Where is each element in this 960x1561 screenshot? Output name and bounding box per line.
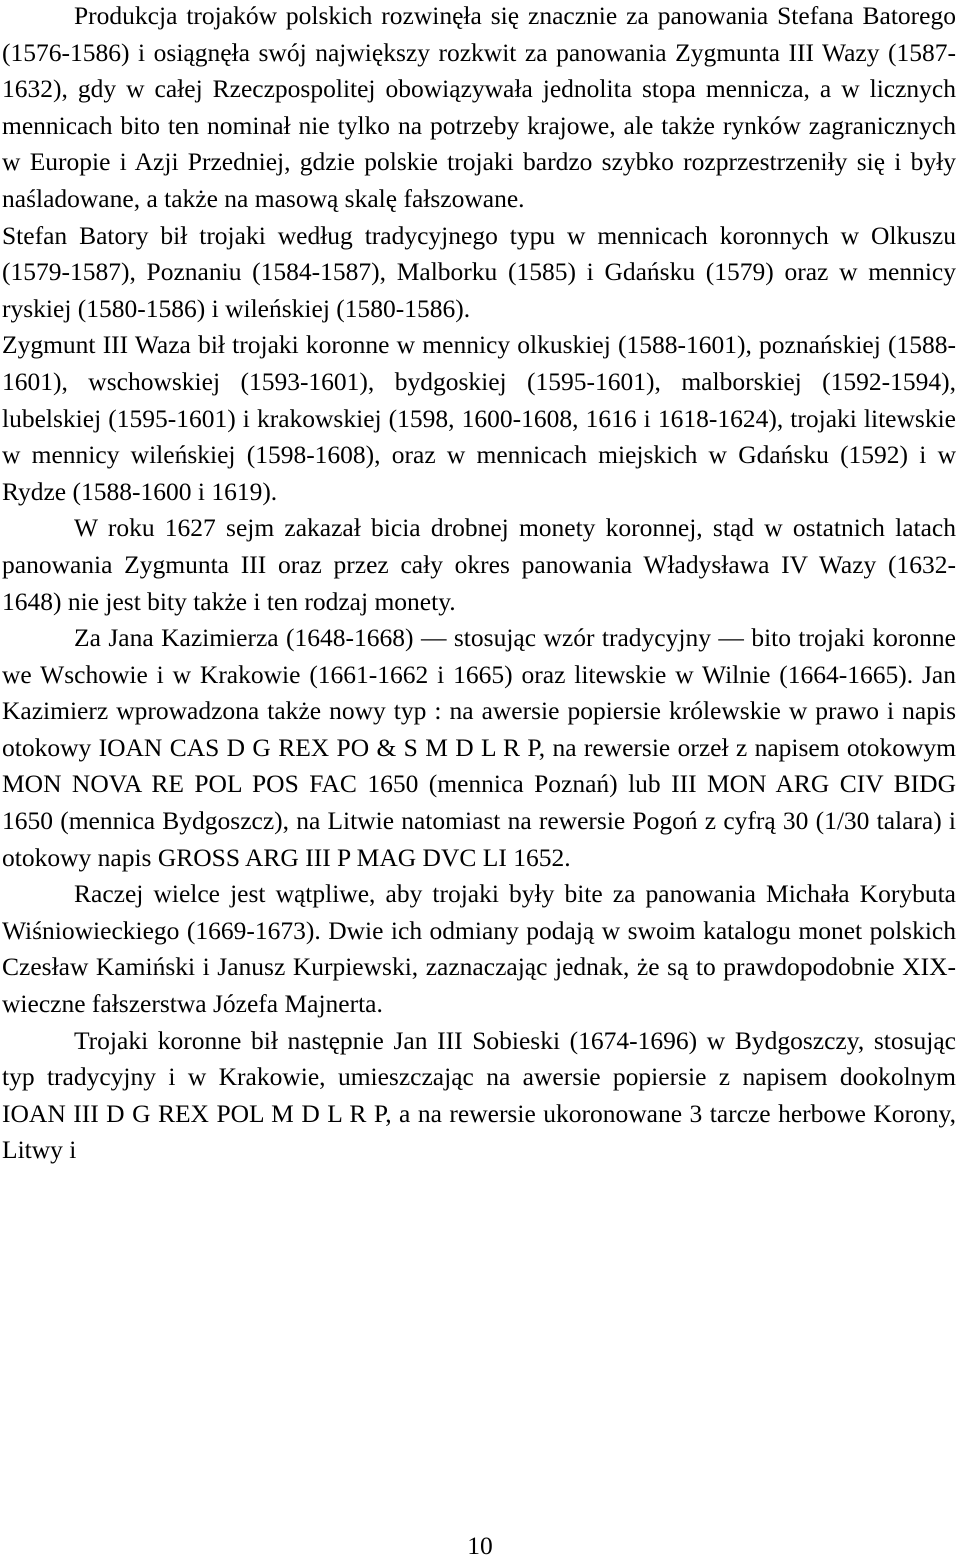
paragraph-3: Zygmunt III Waza bił trojaki koronne w mennicy olkuskiej (1588-1601), poznańskiej (1588-1601), wschowskiej (1593-1601), bydgoskiej (1595-1601), malborskiej (1592-1594), lubelskiej (1595-1601) i krakowskiej (1598, 1600-1608, 1616 i 1618-1624), trojaki litewskie w mennicy wileńskiej (1598-1608), oraz w mennicach miejskich w Gdańsku (1592) i w Rydze (1588-1600 i 1619). bbox=[2, 330, 956, 506]
paragraph-2: Stefan Batory bił trojaki według tradycyjnego typu w mennicach koronnych w Olkuszu (1579-1587), Poznaniu (1584-1587), Malborku (1585) i Gdańsku (1579) oraz w mennicy ryskiej (1580-1586) i wileńskiej (1580-1586). bbox=[2, 220, 956, 323]
paragraph-1: Produkcja trojaków polskich rozwinęła się znacznie za panowania Stefana Batorego (1576-1586) i osiągnęła swój największy rozkwit za panowania Zygmunta III Wazy (1587-1632), gdy w całej Rzeczpospolitej obowiązywała jednolita stopa mennicza, a w licznych mennicach bito ten nominał nie tylko na potrzeby krajowe, ale także rynków zagranicznych w Europie i Azji Przedniej, gdzie polskie trojaki bardzo szybko rozprzestrzeniły się i były naśladowane, a także na masową skalę fałszowane. bbox=[2, 1, 956, 213]
page-number: 10 bbox=[467, 1531, 493, 1560]
paragraph-4: W roku 1627 sejm zakazał bicia drobnej monety koronnej, stąd w ostatnich latach panowania Zygmunta III oraz przez cały okres panowania Władysława IV Wazy (1632-1648) nie jest bity także i ten rodzaj monety. bbox=[2, 513, 956, 616]
paragraph-7: Trojaki koronne bił następnie Jan III Sobieski (1674-1696) w Bydgoszczy, stosując typ tradycyjny i w Krakowie, umieszczając na awersie popiersie z napisem dookolnym IOAN III D G REX POL M D L R P, a na rewersie ukoronowane 3 tarcze herbowe Korony, Litwy i bbox=[2, 1025, 956, 1165]
paragraph-6: Raczej wielce jest wątpliwe, aby trojaki były bite za panowania Michała Korybuta Wiśniowieckiego (1669-1673). Dwie ich odmiany podają w swoim katalogu monet polskich Czesław Kamiński i Janusz Kurpiewski, zaznaczając jednak, że są to prawdopodobnie XIX-wieczne fałszerstwa Józefa Majnerta. bbox=[2, 879, 956, 1019]
document-page bbox=[2, 0, 956, 1169]
paragraph-5: Za Jana Kazimierza (1648-1668) — stosując wzór tradycyjny — bito trojaki koronne we Wschowie i w Krakowie (1661-1662 i 1665) oraz litewskie w Wilnie (1664-1665). Jan Kazimierz wprowadzona także nowy typ : na awersie popiersie królewskie w prawo i napis otokowy IOAN CAS D G REX PO & S M D L R P, na rewersie orzeł z napisem otokowym MON NOVA RE POL POS FAC 1650 (mennica Poznań) lub III MON ARG CIV BIDG 1650 (mennica Bydgoszcz), na Litwie natomiast na rewersie Pogoń z cyfrą 30 (1/30 talara) i otokowy napis GROSS ARG III P MAG DVC LI 1652. bbox=[2, 623, 956, 872]
